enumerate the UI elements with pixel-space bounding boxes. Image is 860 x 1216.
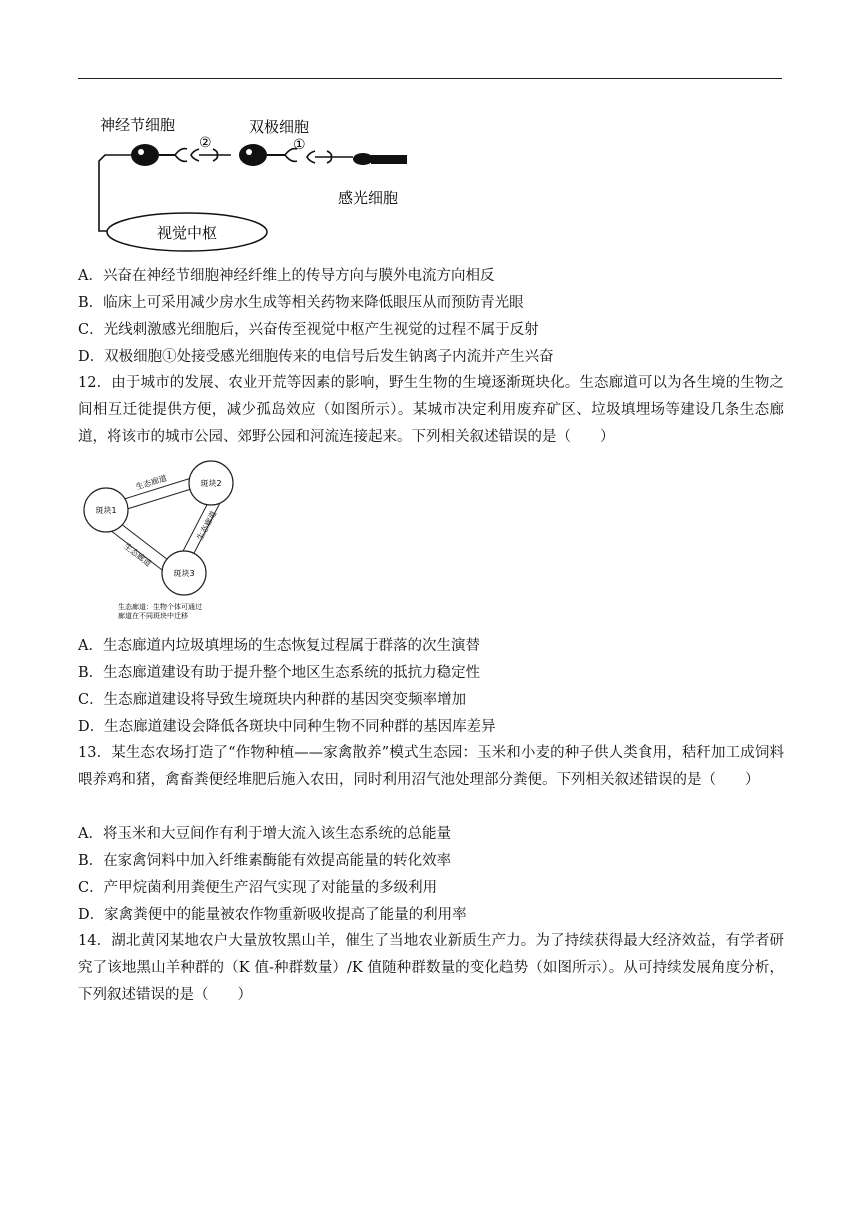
marker-1: ① xyxy=(293,137,306,153)
q13-option-b: B．在家禽饲料中加入纤维素酶能有效提高能量的转化效率 xyxy=(78,853,452,869)
corridor-label-right: 生态廊道 xyxy=(195,509,219,543)
header-rule xyxy=(78,78,782,79)
patch-1-label: 斑块1 xyxy=(95,506,117,515)
ganglion-cell xyxy=(131,144,159,166)
ecological-corridor-figure xyxy=(76,455,246,625)
q14-stem: 14．湖北黄冈某地农户大量放牧黑山羊，催生了当地农业新质生产力。为了持续获得最大经济效益，有学者研究了该地黑山羊种群的（K 值-种群数量）/K 值随种群数量的变化趋势（如图所示）。从可持续发展角度分析，下列叙述错误的是（ ） xyxy=(78,933,784,1003)
q12-option-c: C．生态廊道建设将导致生境斑块内种群的基因突变频率增加 xyxy=(78,692,467,708)
patch-3-label: 斑块3 xyxy=(173,569,195,578)
corridor-label-left: 生态廊道 xyxy=(122,541,153,569)
q13-option-d: D．家禽粪便中的能量被农作物重新吸收提高了能量的利用率 xyxy=(78,907,467,923)
patch-2-label: 斑块2 xyxy=(200,479,222,488)
q12-option-b: B．生态廊道建设有助于提升整个地区生态系统的抵抗力稳定性 xyxy=(78,665,481,681)
photoreceptor-cell xyxy=(353,153,373,165)
q11-option-a: A．兴奋在神经节细胞神经纤维上的传导方向与膜外电流方向相反 xyxy=(78,268,495,284)
corridor-label-top: 生态廊道 xyxy=(134,473,168,492)
q13-stem: 13．某生态农场打造了“作物种植——家禽散养”模式生态园：玉米和小麦的种子供人类食用，秸秆加工成饲料喂养鸡和猪，禽畜粪便经堆肥后施入农田，同时利用沼气池处理部分粪便。下列相关叙述错误的是（ ） xyxy=(78,745,784,788)
q12-option-d: D．生态廊道建设会降低各斑块中同种生物不同种群的基因库差异 xyxy=(78,719,496,735)
corridor-caption-line1: 生态廊道：生物个体可通过 xyxy=(118,603,202,611)
bipolar-cell xyxy=(239,144,267,166)
q11-option-d: D．双极细胞①处接受感光细胞传来的电信号后发生钠离子内流并产生兴奋 xyxy=(78,349,554,365)
q11-option-b: B．临床上可采用减少房水生成等相关药物来降低眼压从而预防青光眼 xyxy=(78,295,524,311)
retina-pathway-figure xyxy=(95,105,415,260)
ganglion-label: 神经节细胞 xyxy=(100,116,176,134)
bipolar-label: 双极细胞 xyxy=(249,118,310,136)
corridor-caption-line2: 廊道在不同斑块中迁移 xyxy=(118,612,188,620)
marker-2: ② xyxy=(199,135,212,151)
q13-option-a: A．将玉米和大豆间作有利于增大流入该生态系统的总能量 xyxy=(78,826,451,842)
q12-option-a: A．生态廊道内垃圾填埋场的生态恢复过程属于群落的次生演替 xyxy=(78,638,480,654)
photoreceptor-label: 感光细胞 xyxy=(338,189,399,207)
visual-center-label: 视觉中枢 xyxy=(156,224,218,242)
q12-stem: 12．由于城市的发展、农业开荒等因素的影响，野生生物的生境逐渐斑块化。生态廊道可以为各生境的生物之间相互迁徙提供方便，减少孤岛效应（如图所示）。某城市决定利用废弃矿区、垃圾填埋场等建设几条生态廊道，将该市的城市公园、郊野公园和河流连接起来。下列相关叙述错误的是（ ） xyxy=(78,375,784,445)
q13-option-c: C．产甲烷菌利用粪便生产沼气实现了对能量的多级利用 xyxy=(78,880,438,896)
q11-option-c: C．光线刺激感光细胞后，兴奋传至视觉中枢产生视觉的过程不属于反射 xyxy=(78,322,539,338)
